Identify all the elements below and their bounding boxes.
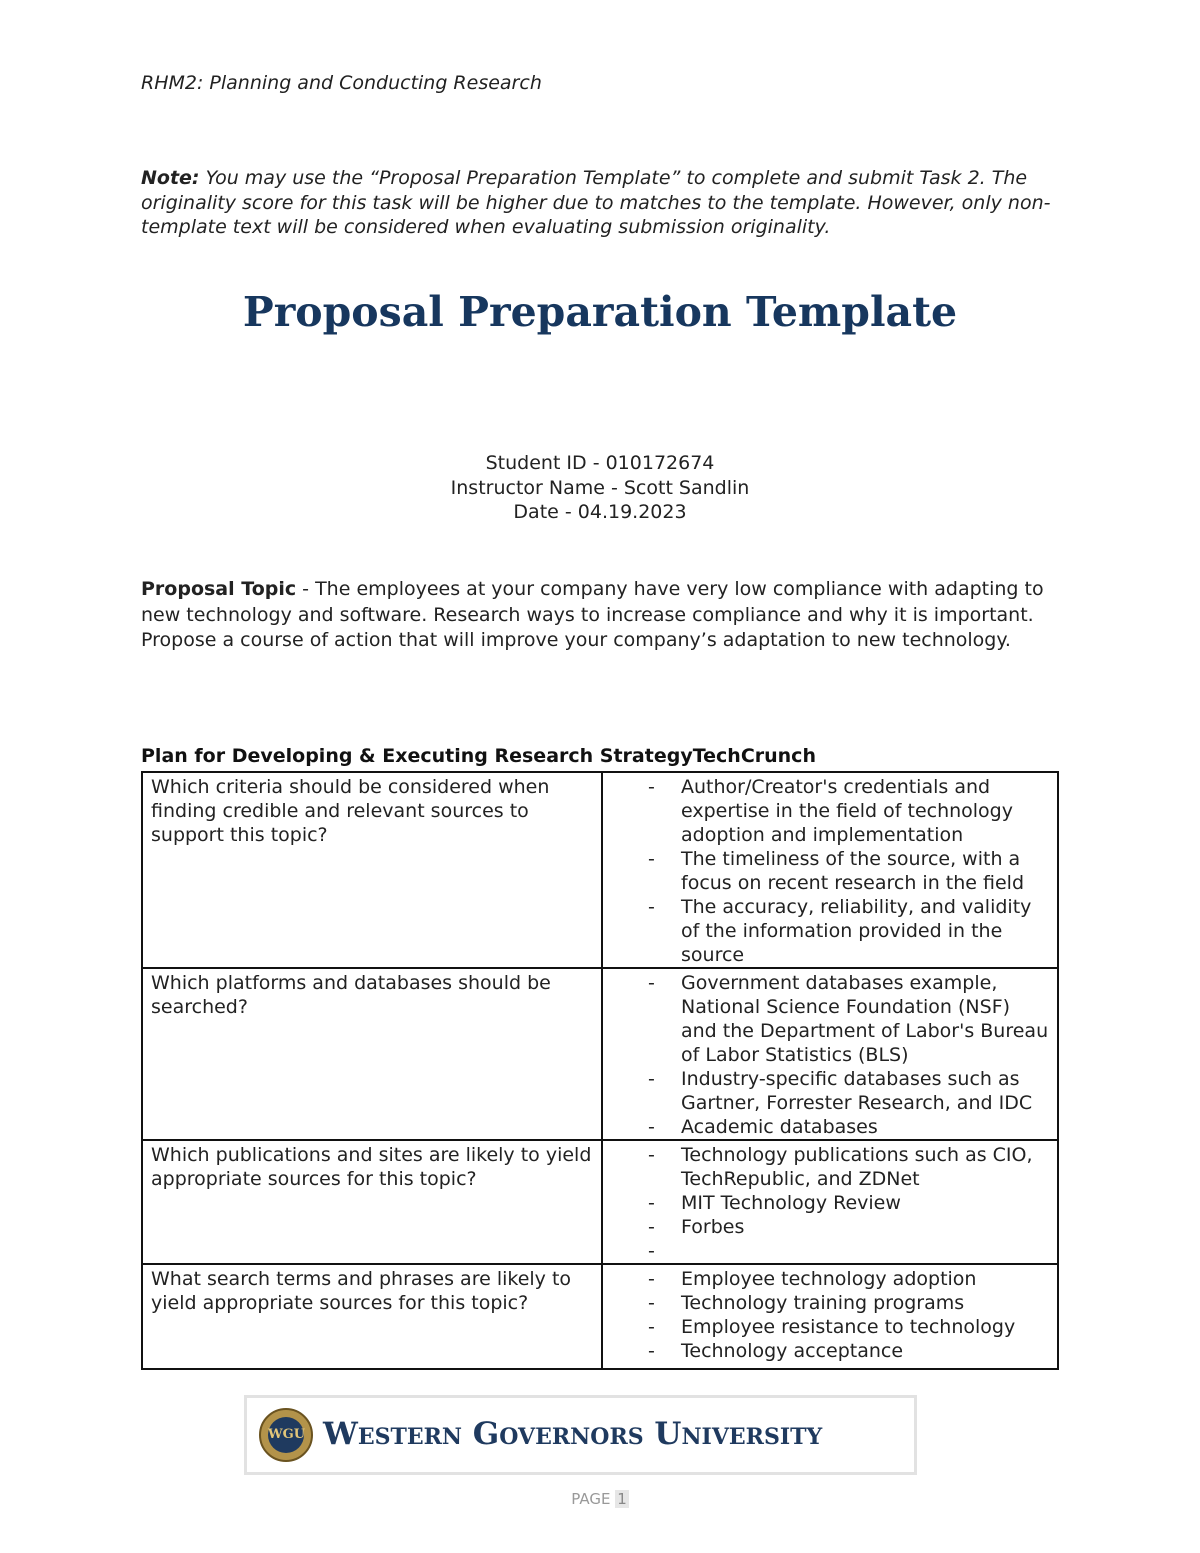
plan-question: Which platforms and databases should be searched? [142,968,602,1140]
answer-item [611,775,1049,847]
plan-question: What search terms and phrases are likely to yield appropriate sources for this topic? [142,1264,602,1369]
wgu-logo [244,1395,917,1475]
student-meta [0,451,1200,525]
dash-bullet: - [648,1192,655,1214]
wgu-wordmark: Western Governors University [323,1416,823,1452]
answer-list [611,775,1049,967]
answer-text: Industry-specific databases such as Gartner, Forrester Research, and IDC [681,1068,1033,1114]
answer-item [611,1291,1049,1315]
plan-answers [602,1264,1058,1369]
answer-text: Academic databases [681,1116,878,1138]
dash-bullet: - [648,1268,655,1290]
topic-text: - The employees at your company have very low compliance with adapting to new technology and software. Research ways to increase compliance and why it is important. Propose a course of action that will improve your company’s adaptation to new technology. [141,578,1044,651]
dash-bullet: - [648,1068,655,1090]
answer-list [611,971,1049,1139]
answer-text: Author/Creator's credentials and expertise in the field of technology adoption and implementation [681,776,1013,846]
dash-bullet: - [648,776,655,798]
answer-text: The timeliness of the source, with a focus on recent research in the field [681,848,1025,894]
plan-heading: Plan for Developing & Executing Research StrategyTechCrunch [141,745,816,767]
answer-text: Technology acceptance [681,1340,904,1362]
answer-text: MIT Technology Review [681,1192,901,1214]
note-text: You may use the “Proposal Preparation Template” to complete and submit Task 2. The originality score for this task will be higher due to matches to the template. However, only non-template text will be considered when evaluating submission originality. [141,167,1051,238]
answer-text: Government databases example, National Science Foundation (NSF) and the Department of Labor's Bureau of Labor Statistics (BLS) [681,972,1049,1066]
answer-item [611,1067,1049,1115]
dash-bullet: - [648,1240,655,1262]
answer-item [611,1339,1049,1363]
answer-text: Technology publications such as CIO, TechRepublic, and ZDNet [681,1144,1033,1190]
note-label: Note: [141,167,200,189]
dash-bullet: - [648,848,655,870]
dash-bullet: - [648,1144,655,1166]
dash-bullet: - [648,896,655,918]
answer-list [611,1267,1049,1363]
dash-bullet: - [648,1216,655,1238]
plan-answers [602,772,1058,968]
dash-bullet: - [648,1316,655,1338]
answer-text: Forbes [681,1216,745,1238]
plan-answers [602,1140,1058,1264]
wgu-seal-icon [259,1408,313,1462]
page-number [0,1490,1200,1508]
answer-item [611,847,1049,895]
answer-item [611,1315,1049,1339]
answer-item [611,895,1049,967]
plan-answers [602,968,1058,1140]
topic-label: Proposal Topic [141,578,297,600]
submission-date: Date - 04.19.2023 [513,501,687,523]
answer-text: Employee resistance to technology [681,1316,1016,1338]
answer-item [611,1191,1049,1215]
document-title: Proposal Preparation Template [242,288,958,336]
plan-question: Which publications and sites are likely to yield appropriate sources for this topic? [142,1140,602,1264]
answer-text: The accuracy, reliability, and validity of the information provided in the source [681,896,1032,966]
wgu-seal-initials: WGU [268,1417,304,1453]
answer-text: Employee technology adoption [681,1268,977,1290]
page-label: PAGE [571,1490,611,1508]
page-number-value: 1 [617,1490,627,1508]
answer-item [611,971,1049,1067]
answer-text: Technology training programs [681,1292,965,1314]
instructor-name: Instructor Name - Scott Sandlin [450,476,750,499]
answer-item [611,1143,1049,1191]
proposal-topic [141,577,1066,654]
answer-item [611,1215,1049,1239]
research-plan-table [141,771,1059,1370]
plan-row [142,968,1058,1140]
answer-list [611,1143,1049,1263]
dash-bullet: - [648,1116,655,1138]
note-paragraph [141,166,1066,240]
answer-item [611,1239,1049,1263]
running-header: RHM2: Planning and Conducting Research [141,72,542,94]
dash-bullet: - [648,1340,655,1362]
student-id: Student ID - 010172674 [485,452,715,474]
plan-row [142,1264,1058,1369]
answer-item [611,1115,1049,1139]
plan-row [142,1140,1058,1264]
dash-bullet: - [648,972,655,994]
plan-row [142,772,1058,968]
answer-item [611,1267,1049,1291]
plan-question: Which criteria should be considered when finding credible and relevant sources to support this topic? [142,772,602,968]
dash-bullet: - [648,1292,655,1314]
